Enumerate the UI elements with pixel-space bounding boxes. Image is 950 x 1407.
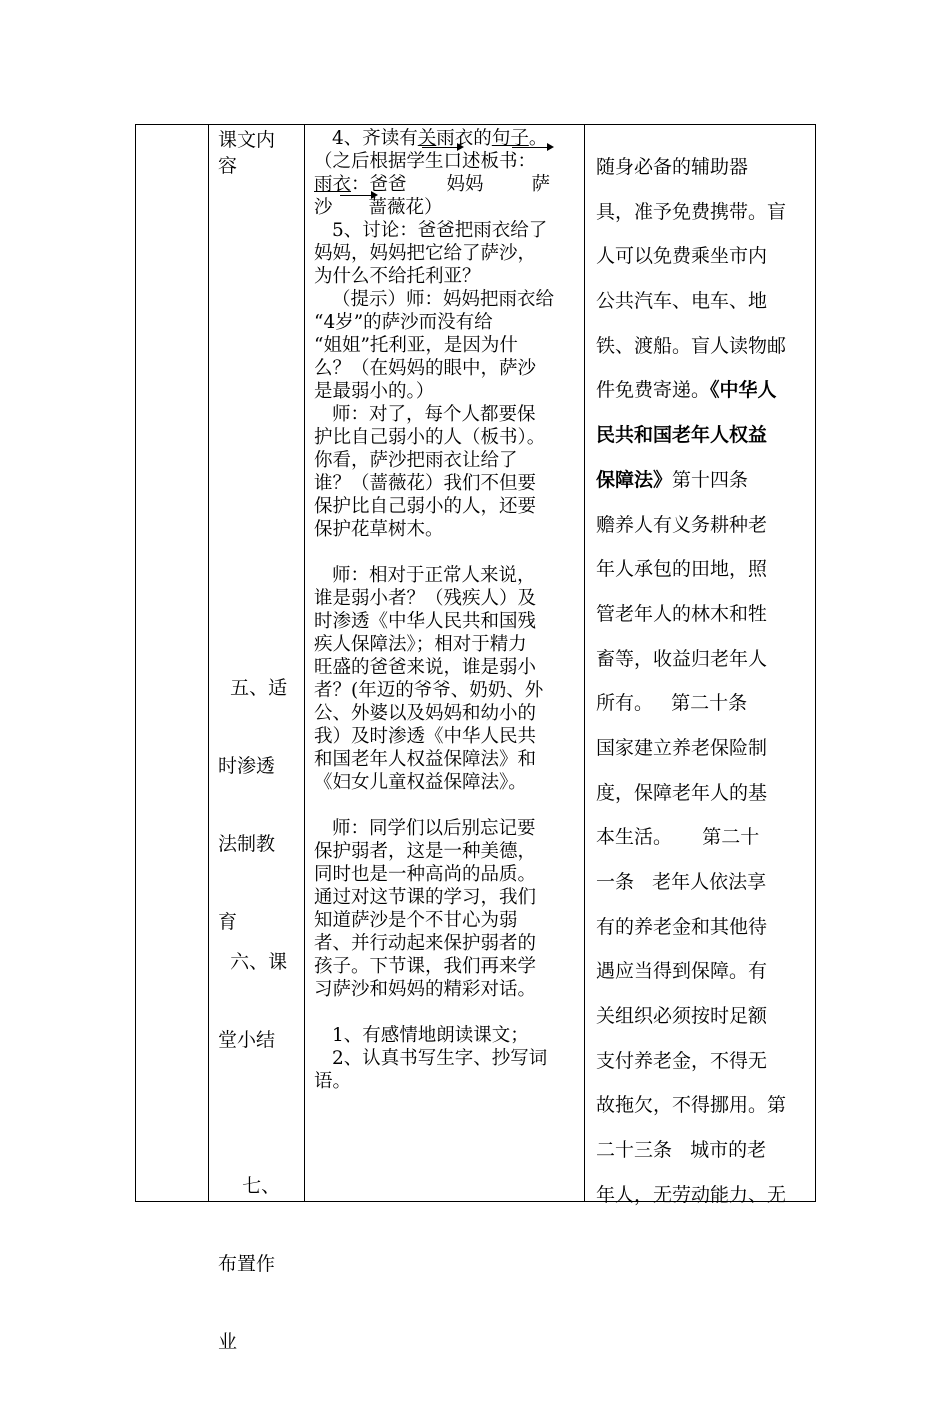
text-line: “4岁”的萨沙而没有给 xyxy=(314,312,493,333)
text-line: 和国老年人权益保障法》和 xyxy=(314,749,537,770)
text-span: 师：同学们以后别忘记要 xyxy=(332,818,536,839)
text-span: ：爸爸 xyxy=(351,174,407,195)
text-line: 人可以免费乘坐市内 xyxy=(596,245,768,268)
text-line: 度，保障老年人的基 xyxy=(596,781,768,804)
section-six-label xyxy=(218,897,287,1105)
text-line: 你看，萨沙把雨衣让给了 xyxy=(314,450,518,471)
text-line: 时渗透《中华人民共和国残 xyxy=(314,611,537,632)
text-line: （之后根据学生口述板书： xyxy=(314,151,537,172)
text-line: 者？(年迈的爷爷、奶奶、外 xyxy=(314,680,544,701)
law-title-span: 《中华人 xyxy=(710,379,777,402)
blank-line xyxy=(314,794,554,817)
text-line: 是最弱小的。） xyxy=(314,381,435,402)
text-span: 萨 xyxy=(531,174,551,195)
section-label-line: 五、适 xyxy=(218,677,288,699)
text-span: 4、齐读有 xyxy=(332,128,418,149)
law-title-line: 民共和国老年人权益 xyxy=(596,424,768,447)
section-label-line: 容 xyxy=(218,155,238,177)
text-line xyxy=(596,368,816,413)
text-span: 。 xyxy=(528,128,548,149)
section-label-line: 堂小结 xyxy=(218,1029,276,1051)
text-line: 支付养老金，不得无 xyxy=(596,1049,768,1072)
text-line xyxy=(314,173,554,196)
text-line: 知道萨沙是个不甘心为弱 xyxy=(314,910,518,931)
text-span: 雨衣 xyxy=(314,174,352,195)
text-line: 旺盛的爸爸来说，谁是弱小 xyxy=(314,657,537,678)
column-divider-1 xyxy=(208,125,209,1201)
blank-line xyxy=(314,1001,554,1024)
text-line: 一条 老年人依法享 xyxy=(596,871,767,893)
text-line: 公共汽车、电车、地 xyxy=(596,290,768,313)
blank-line xyxy=(314,541,554,564)
text-span: 5、讨论：爸爸把雨衣给了 xyxy=(332,220,548,241)
text-line: 习萨沙和妈妈的精彩对话。 xyxy=(314,979,537,1000)
section-content-label xyxy=(218,127,275,179)
text-line xyxy=(596,458,816,503)
column-divider-2 xyxy=(304,125,305,1201)
section-label-line: 法制教 xyxy=(218,833,276,855)
section-label-line: 布置作 xyxy=(218,1253,276,1275)
text-line: 本生活。 第二十 xyxy=(596,826,760,849)
text-line: 通过对这节课的学习，我们 xyxy=(314,887,537,908)
section-seven-label xyxy=(218,1121,280,1407)
column-divider-3 xyxy=(584,125,585,1201)
text-span: 第十四条 xyxy=(672,468,749,491)
arrow-icon xyxy=(422,147,462,148)
text-line: 妈妈，妈妈把它给了萨沙， xyxy=(314,243,537,264)
text-line: “姐姐”托利亚，是因为什 xyxy=(314,335,518,356)
text-line xyxy=(314,219,554,242)
text-line: 随身必备的辅助器 xyxy=(596,156,749,178)
text-line: 二十三条 城市的老 xyxy=(596,1139,767,1162)
text-line: 赡养人有义务耕种老 xyxy=(596,513,768,536)
text-span: 件免费寄递。 xyxy=(596,379,711,402)
text-line: 我）及时渗透《中华人民共 xyxy=(314,726,537,747)
text-line: 语。 xyxy=(314,1071,352,1092)
section-label-line: 时渗透 xyxy=(218,755,276,777)
text-line: 者、并行动起来保护弱者的 xyxy=(314,933,537,954)
text-line: 年人承包的田地，照 xyxy=(596,558,768,581)
law-excerpt-text xyxy=(596,145,816,1218)
text-span: 师：对了，每个人都要保 xyxy=(332,404,536,425)
text-line: 关组织必须按时足额 xyxy=(596,1005,768,1028)
text-line xyxy=(314,1047,554,1070)
section-label-line: 七、 xyxy=(218,1175,281,1197)
text-line: 年人，无劳动能力、无 xyxy=(596,1183,787,1206)
text-span: 沙 xyxy=(314,197,333,218)
text-line: 保护弱者，这是一种美德， xyxy=(314,841,537,862)
text-span: 雨衣的 xyxy=(436,128,492,149)
text-line: 具，准予免费携带。盲 xyxy=(596,200,787,223)
text-line xyxy=(314,1024,554,1047)
text-span: 关 xyxy=(417,128,437,149)
text-line xyxy=(314,288,554,311)
text-line: 护比自己弱小的人（板书）。 xyxy=(314,427,546,448)
text-line xyxy=(314,817,554,840)
text-span: 蔷薇花） xyxy=(368,197,443,218)
text-span: 2、认真书写生字、抄写词 xyxy=(332,1048,548,1069)
text-line: 疾人保障法》；相对于精力 xyxy=(314,634,527,655)
text-line: 国家建立养老保险制 xyxy=(596,736,768,759)
section-label-line: 业 xyxy=(218,1331,238,1353)
law-title-span: 保障法》 xyxy=(596,468,673,491)
text-line: 遇应当得到保障。有 xyxy=(596,960,768,983)
text-line: 铁、渡船。盲人读物邮 xyxy=(596,334,787,357)
lesson-plan-table xyxy=(135,124,816,1353)
text-line: 为什么不给托利亚？ xyxy=(314,266,481,287)
text-line: 孩子。下节课，我们再来学 xyxy=(314,956,537,977)
section-label-line: 六、课 xyxy=(218,951,288,973)
text-line: 谁是弱小者？（残疾人）及 xyxy=(314,588,537,609)
text-line: 保护比自己弱小的人，还要 xyxy=(314,496,537,517)
text-span: 妈妈 xyxy=(446,174,484,195)
section-label-line: 育 xyxy=(218,911,238,933)
text-line xyxy=(314,196,554,219)
text-line: 谁？（蔷薇花）我们不但要 xyxy=(314,473,537,494)
text-span: 句子 xyxy=(491,128,529,149)
arrow-icon xyxy=(340,195,376,196)
text-line: 故拖欠，不得挪用。第 xyxy=(596,1094,787,1117)
text-line: 所有。 第二十条 xyxy=(596,692,748,715)
text-line: 有的养老金和其他待 xyxy=(596,915,768,938)
text-line xyxy=(314,403,554,426)
text-line: 保护花草树木。 xyxy=(314,519,444,540)
text-span: 师：相对于正常人来说， xyxy=(332,565,536,586)
text-line: 《妇女儿童权益保障法》。 xyxy=(314,772,527,793)
text-line xyxy=(314,564,554,587)
text-line: 公、外婆以及妈妈和幼小的 xyxy=(314,703,537,724)
section-label-line: 课文内 xyxy=(218,129,276,151)
text-span: （提示）师：妈妈把雨衣给 xyxy=(332,289,555,310)
text-line: 么？（在妈妈的眼中，萨沙 xyxy=(314,358,537,379)
text-line: 同时也是一种高尚的品质。 xyxy=(314,864,537,885)
teaching-process-text xyxy=(314,127,554,1093)
text-line: 畜等，收益归老年人 xyxy=(596,647,768,670)
arrow-icon xyxy=(512,147,552,148)
text-line: 管老年人的林木和牲 xyxy=(596,602,768,625)
text-span: 1、有感情地朗读课文； xyxy=(332,1025,529,1046)
